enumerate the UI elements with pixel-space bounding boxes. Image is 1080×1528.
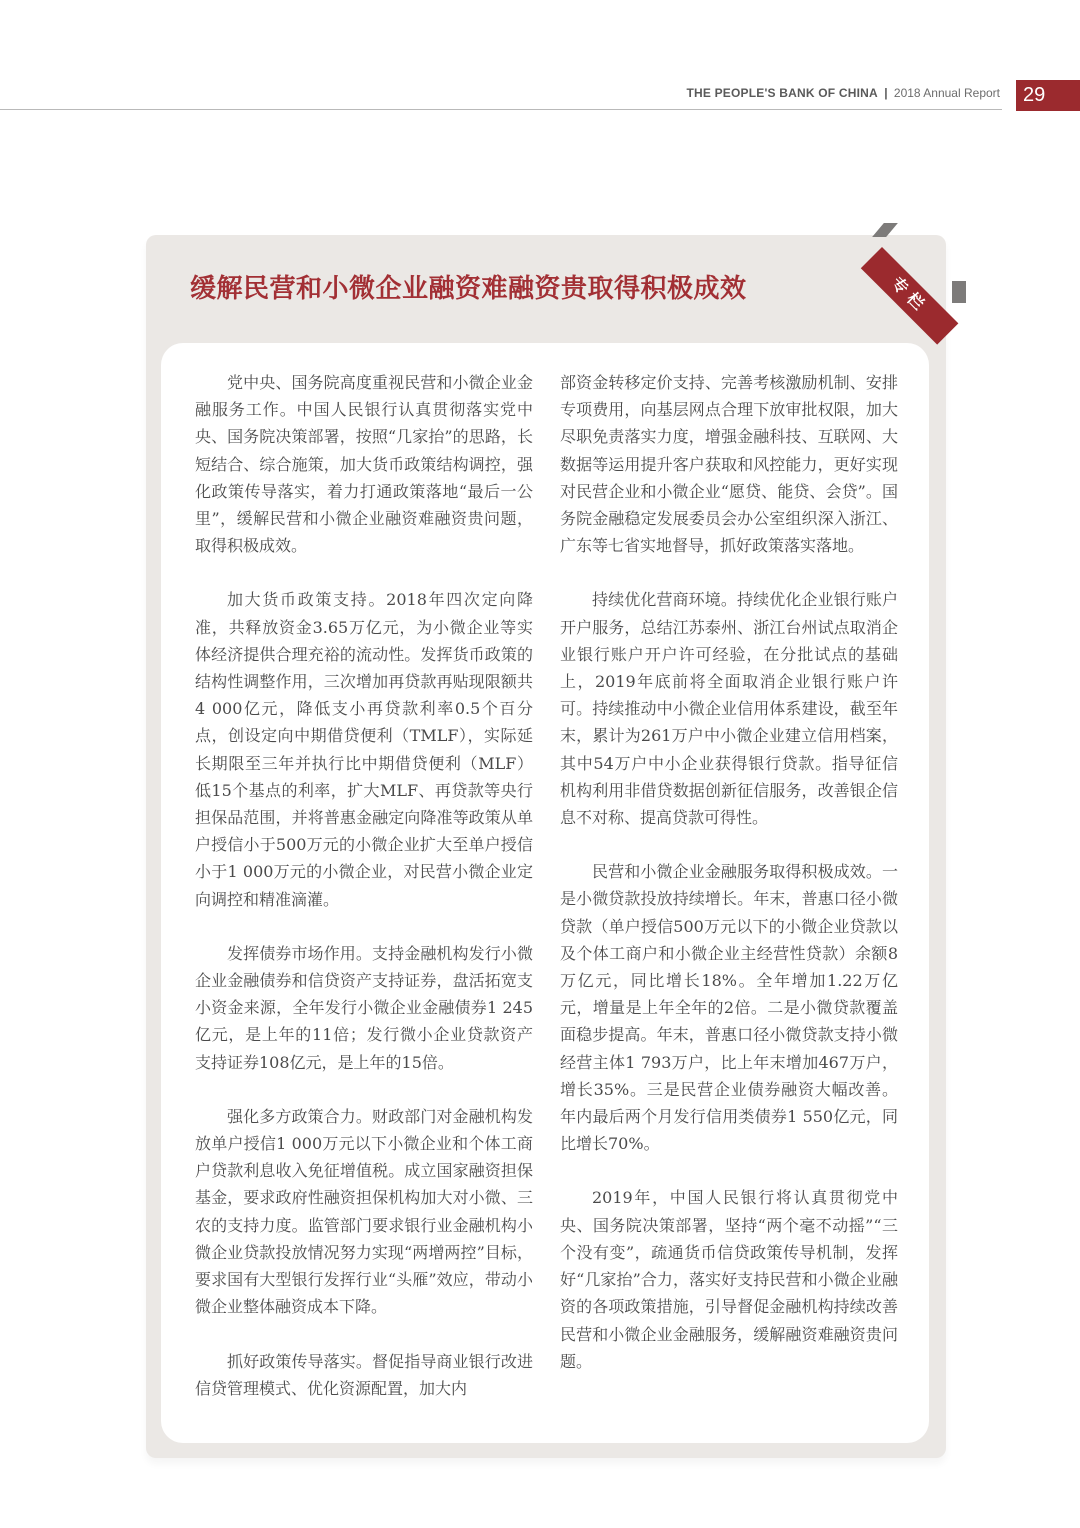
header-text	[640, 86, 1000, 100]
paragraph: 民营和小微企业金融服务取得积极成效。一是小微贷款投放持续增长。年末，普惠口径小微贷款（单户授信500万元以下的小微企业贷款以及个体工商户和小微企业主经营性贷款）余额8万亿元，同比增长18%。全年增加1.22万亿元，增量是上年全年的2倍。二是小微贷款覆盖面稳步提高。年末，普惠口径小微贷款支持小微经营主体1 793万户，比上年末增加467万户，增长35%。三是民营企业债券融资大幅改善。年内最后两个月发行信用类债券1 550亿元，同比增长70%。	[560, 862, 898, 1154]
organization-name: THE PEOPLE'S BANK OF CHINA	[686, 86, 878, 100]
header-rule	[0, 109, 1002, 110]
ribbon-label: 专栏	[861, 247, 959, 345]
report-name: 2018 Annual Report	[893, 86, 1000, 100]
paragraph: 抓好政策传导落实。督促指导商业银行改进信贷管理模式、优化资源配置，加大内	[195, 1351, 533, 1398]
paragraph: 发挥债券市场作用。支持金融机构发行小微企业金融债券和信贷资产支持证券，盘活拓宽支小资金来源，全年发行小微企业金融债券1 245亿元，是上年的11倍；发行微小企业贷款资产支持证券108亿元，是上年的15倍。	[195, 943, 533, 1072]
paragraph: 持续优化营商环境。持续优化企业银行账户开户服务，总结江苏泰州、浙江台州试点取消企业银行账户开户许可经验，在分批试点的基础上，2019年底前将全面取消企业银行账户许可。持续推动中小微企业信用体系建设，截至年末，累计为261万户中小微企业建立信用档案，其中54万户中小企业获得银行贷款。指导征信机构利用非借贷数据创新征信服务，改善银企信息不对称、提高贷款可得性。	[560, 590, 898, 828]
ribbon-fold-icon	[952, 281, 966, 303]
feature-title: 缓解民营和小微企业融资难融资贵取得积极成效	[190, 274, 747, 304]
paragraph: 党中央、国务院高度重视民营和小微企业金融服务工作。中国人民银行认真贯彻落实党中央、国务院决策部署，按照“几家抬”的思路，长短结合、综合施策，加大货币政策结构调控，强化政策传导落实，着力打通政策落地“最后一公里”，缓解民营和小微企业融资难融资贵问题，取得积极成效。	[195, 373, 533, 556]
page-number: 29	[1016, 80, 1080, 111]
column-ribbon	[878, 215, 968, 318]
ribbon-fold-icon	[872, 223, 898, 237]
paragraph: 强化多方政策合力。财政部门对金融机构发放单户授信1 000万元以下小微企业和个体工商户贷款利息收入免征增值税。成立国家融资担保基金，要求政府性融资担保机构加大对小微、三农的支持力度。监管部门要求银行业金融机构小微企业贷款投放情况努力实现“两增两控”目标，要求国有大型银行发挥行业“头雁”效应，带动小微企业整体融资成本下降。	[195, 1106, 533, 1317]
right-column	[560, 369, 898, 1402]
header-separator: |	[884, 86, 888, 100]
paragraph-continuation: 部资金转移定价支持、完善考核激励机制、安排专项费用，向基层网点合理下放审批权限，加大尽职免责落实力度，增强金融科技、互联网、大数据等运用提升客户获取和风控能力，更好实现对民营企业和小微企业“愿贷、能贷、会贷”。国务院金融稳定发展委员会办公室组织深入浙江、广东等七省实地督导，抓好政策落实落地。	[560, 373, 898, 556]
paragraph: 加大货币政策支持。2018年四次定向降准，共释放资金3.65万亿元，为小微企业等实体经济提供合理充裕的流动性。发挥货币政策的结构性调整作用，三次增加再贷款再贴现限额共4 000亿元，降低支小再贷款利率0.5个百分点，创设定向中期借贷便利（TMLF），实际延长期限至三年并执行比中期借贷便利（MLF）低15个基点的利率，扩大MLF、再贷款等央行担保品范围，并将普惠金融定向降准等政策从单户授信小于500万元的小微企业扩大至单户授信小于1 000万元的小微企业，对民营小微企业定向调控和精准滴灌。	[195, 590, 533, 909]
paragraph: 2019年，中国人民银行将认真贯彻党中央、国务院决策部署，坚持“两个毫不动摇”“三个没有变”，疏通货币信贷政策传导机制，发挥好“几家抬”合力，落实好支持民营和小微企业融资的各项政策措施，引导督促金融机构持续改善民营和小微企业金融服务，缓解融资难融资贵问题。	[560, 1188, 898, 1371]
left-column	[195, 369, 533, 1429]
